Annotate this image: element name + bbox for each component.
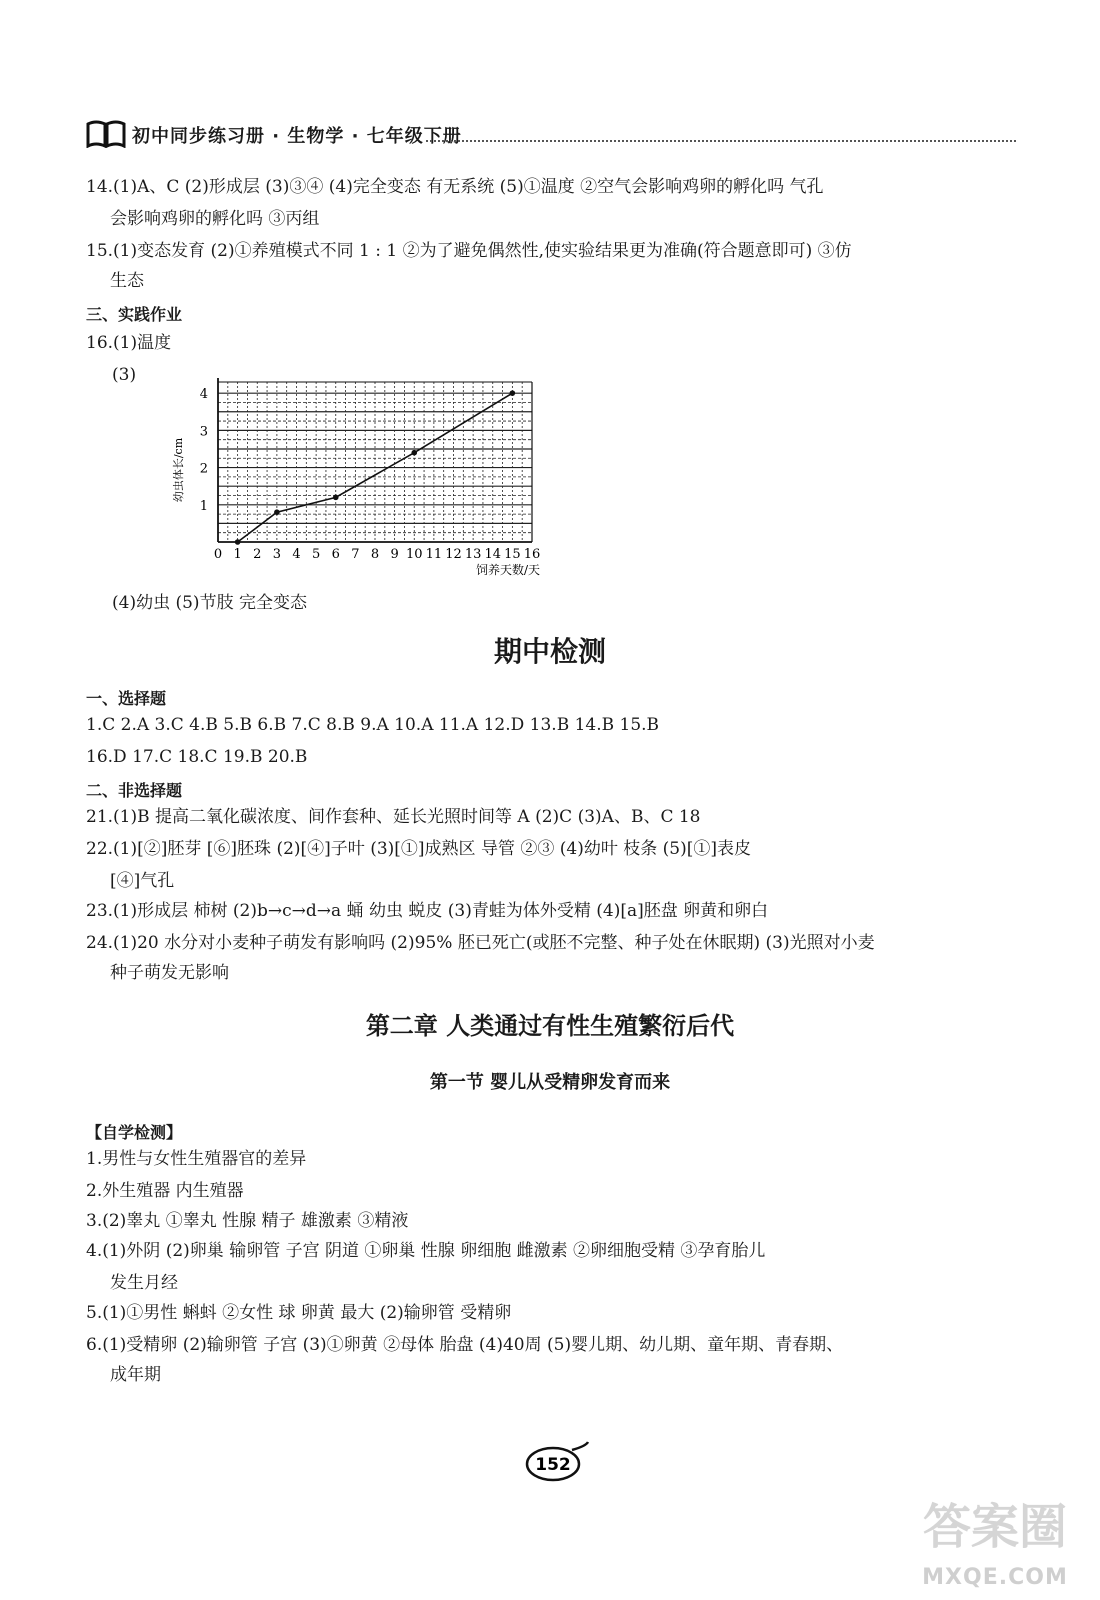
chapter-title: 第二章 人类通过有性生殖繁衍后代 xyxy=(365,1012,735,1040)
x-tick-label: 0 xyxy=(213,547,223,562)
data-point xyxy=(510,390,516,396)
section-heading-practice: 三、实践作业 xyxy=(86,305,183,324)
open-book-icon xyxy=(86,118,126,148)
answer-line: 生态 xyxy=(110,271,144,291)
answer-line: 21.(1)B 提高二氧化碳浓度、间作套种、延长光照时间等 A (2)C (3)A、B、C 18 xyxy=(86,807,701,827)
y-tick-label: 4 xyxy=(199,387,208,403)
data-point xyxy=(274,509,280,515)
answer-line: 16.(1)温度 xyxy=(86,333,172,353)
answer-line: 5.(1)①男性 蝌蚪 ②女性 球 卵黄 最大 (2)输卵管 受精卵 xyxy=(86,1303,512,1323)
x-tick-label: 16 xyxy=(523,547,541,562)
y-axis-label: 幼虫体长/cm xyxy=(172,437,185,503)
page-number-badge xyxy=(520,1440,590,1484)
larva-growth-chart xyxy=(170,370,570,585)
header-divider xyxy=(426,140,1016,142)
answer-line: 1.C 2.A 3.C 4.B 5.B 6.B 7.C 8.B 9.A 10.A 11.A 12.D 13.B 14.B 15.B xyxy=(86,715,660,735)
page-number: 152 xyxy=(535,1455,571,1475)
answer-line: 种子萌发无影响 xyxy=(110,963,229,983)
section-heading-nonchoice: 二、非选择题 xyxy=(86,781,183,800)
watermark-logo: 答案圈 xyxy=(922,1499,1067,1555)
data-point xyxy=(235,539,241,545)
x-tick-label: 15 xyxy=(504,547,521,562)
answer-line: 14.(1)A、C (2)形成层 (3)③④ (4)完全变态 有无系统 (5)①温度 ②空气会影响鸡卵的孵化吗 气孔 xyxy=(86,177,824,197)
answer-line: 6.(1)受精卵 (2)输卵管 子宫 (3)①卵黄 ②母体 胎盘 (4)40周 (5)婴儿期、幼儿期、童年期、青春期、 xyxy=(86,1335,844,1355)
section-heading-choice: 一、选择题 xyxy=(86,689,167,708)
answer-line: 24.(1)20 水分对小麦种子萌发有影响吗 (2)95% 胚已死亡(或胚不完整、种子处在休眠期) (3)光照对小麦 xyxy=(86,933,875,953)
answer-line: 1.男性与女性生殖器官的差异 xyxy=(86,1149,307,1169)
x-tick-label: 11 xyxy=(425,547,443,562)
data-point xyxy=(411,450,417,456)
x-tick-label: 9 xyxy=(390,547,399,562)
answer-line: 3.(2)睾丸 ①睾丸 性腺 精子 雄激素 ③精液 xyxy=(86,1211,409,1231)
y-tick-label: 2 xyxy=(199,461,208,477)
header-title: 初中同步练习册 · 生物学 · 七年级下册 xyxy=(132,126,462,147)
x-tick-label: 13 xyxy=(464,547,482,562)
chart-axes xyxy=(200,378,541,562)
answer-line: 4.(1)外阴 (2)卵巢 输卵管 子宫 阴道 ①卵巢 性腺 卵细胞 雌激素 ②卵细胞受精 ③孕育胎儿 xyxy=(86,1241,766,1261)
x-tick-label: 3 xyxy=(272,547,282,562)
watermark xyxy=(900,1488,1090,1598)
self-test-tag: 【自学检测】 xyxy=(86,1123,183,1142)
x-tick-label: 1 xyxy=(233,547,242,562)
answer-line: 23.(1)形成层 柿树 (2)b→c→d→a 蛹 幼虫 蜕皮 (3)青蛙为体外受精 (4)[a]胚盘 卵黄和卵白 xyxy=(86,901,769,921)
answer-line: 成年期 xyxy=(110,1365,161,1385)
answer-line: 2.外生殖器 内生殖器 xyxy=(86,1181,244,1201)
y-tick-label: 3 xyxy=(199,424,208,440)
section-title: 第一节 婴儿从受精卵发育而来 xyxy=(429,1072,671,1093)
answer-line: [④]气孔 xyxy=(110,871,175,891)
x-tick-label: 2 xyxy=(253,547,262,562)
x-axis-label: 饲养天数/天 xyxy=(475,563,541,577)
midterm-title: 期中检测 xyxy=(493,635,606,668)
x-tick-label: 6 xyxy=(331,547,340,562)
x-tick-label: 4 xyxy=(292,547,301,562)
chart-grid xyxy=(218,382,532,542)
answer-line: 16.D 17.C 18.C 19.B 20.B xyxy=(86,747,308,767)
x-tick-label: 12 xyxy=(445,547,462,562)
x-tick-label: 5 xyxy=(311,547,321,562)
answer-line: (4)幼虫 (5)节肢 完全变态 xyxy=(112,593,307,613)
answer-line: 15.(1)变态发育 (2)①养殖模式不同 1 : 1 ②为了避免偶然性,使实验结果更为准确(符合题意即可) ③仿 xyxy=(86,241,852,261)
watermark-url: MXQE.COM xyxy=(922,1565,1068,1590)
answer-line: 发生月经 xyxy=(110,1273,178,1293)
answer-label: (3) xyxy=(112,365,137,385)
x-tick-label: 8 xyxy=(370,547,380,562)
x-tick-label: 14 xyxy=(484,547,502,562)
page-header xyxy=(86,116,1016,152)
x-tick-label: 7 xyxy=(351,547,360,562)
x-tick-label: 10 xyxy=(405,547,423,562)
answer-line: 会影响鸡卵的孵化吗 ③丙组 xyxy=(110,209,320,229)
y-tick-label: 1 xyxy=(199,498,208,514)
answer-line: 22.(1)[②]胚芽 [⑥]胚珠 (2)[④]子叶 (3)[①]成熟区 导管 ②③ (4)幼叶 枝条 (5)[①]表皮 xyxy=(86,839,751,859)
data-point xyxy=(333,495,339,501)
